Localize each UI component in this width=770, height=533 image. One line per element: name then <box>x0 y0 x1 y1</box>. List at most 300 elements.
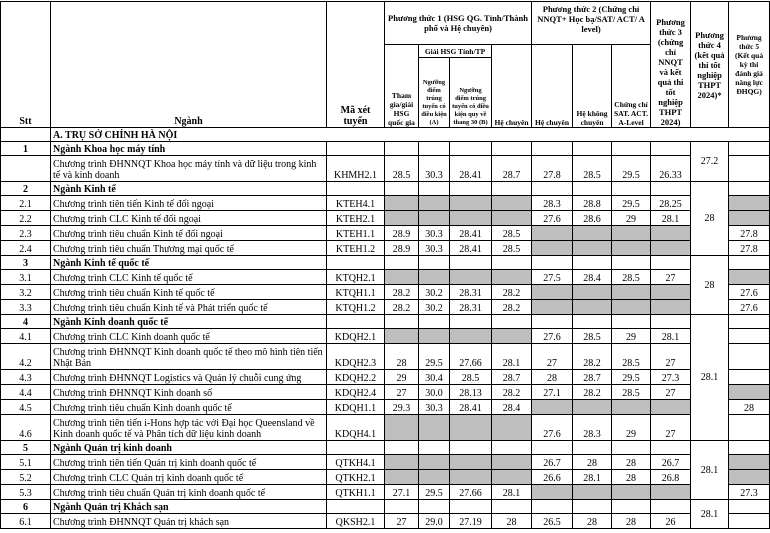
nganh-cell: Chương trình tiên tiến Quản trị kinh doanh quốc tế <box>51 455 327 470</box>
score-cell: 27.8 <box>532 156 573 182</box>
score-cell: 28.1 <box>651 329 691 344</box>
score-cell <box>492 470 532 485</box>
score-cell <box>419 315 450 329</box>
pt5-score-cell <box>729 470 770 485</box>
score-cell: 28 <box>532 370 573 385</box>
ma-xet-tuyen-cell: KDQH4.1 <box>327 415 385 441</box>
pt4-score-cell: 28.1 <box>691 315 729 441</box>
score-cell: 27 <box>385 514 419 529</box>
stt-cell: 4.3 <box>1 370 51 385</box>
score-cell <box>651 285 691 300</box>
header-pt2-he-chuyen: Hệ chuyên <box>532 45 573 128</box>
stt-cell: 2.4 <box>1 241 51 256</box>
score-cell: 28.5 <box>573 156 612 182</box>
header-pt1-hsg-quoc-gia: Tham gia/giải HSG quốc gia <box>385 45 419 128</box>
header-stt: Stt <box>1 2 51 128</box>
score-cell <box>612 226 651 241</box>
stt-cell: 2.3 <box>1 226 51 241</box>
score-cell <box>492 441 532 455</box>
group-row <box>1 142 770 156</box>
score-cell <box>651 182 691 196</box>
score-cell: 27.5 <box>532 270 573 285</box>
score-cell <box>532 400 573 415</box>
ma-xet-tuyen-cell <box>327 182 385 196</box>
score-cell <box>385 329 419 344</box>
score-cell <box>492 256 532 270</box>
score-cell <box>612 441 651 455</box>
score-cell: 27.66 <box>450 485 492 500</box>
score-cell <box>573 256 612 270</box>
table-row <box>1 385 770 400</box>
score-cell <box>573 285 612 300</box>
score-cell: 28.25 <box>651 196 691 211</box>
score-cell: 28 <box>612 514 651 529</box>
score-cell: 27.19 <box>450 514 492 529</box>
score-cell <box>612 142 651 156</box>
score-cell: 28.7 <box>573 370 612 385</box>
score-cell: 30.2 <box>419 300 450 315</box>
score-cell <box>492 455 532 470</box>
header-pt1-nguong-b: Ngưỡng điểm trúng tuyển có điều kiện quy về thang 30 (B) <box>450 58 492 128</box>
header-pt2-he-khong-chuyen: Hệ không chuyên <box>573 45 612 128</box>
score-cell <box>651 256 691 270</box>
score-cell: 27.6 <box>532 415 573 441</box>
score-cell <box>385 455 419 470</box>
score-cell <box>450 270 492 285</box>
score-cell <box>532 315 573 329</box>
stt-cell: 5.3 <box>1 485 51 500</box>
score-cell <box>450 315 492 329</box>
stt-cell: 5.2 <box>1 470 51 485</box>
pt5-score-cell <box>729 315 770 329</box>
ma-xet-tuyen-cell: QKSH2.1 <box>327 514 385 529</box>
nganh-cell: Chương trình tiêu chuẩn Thương mại quốc tế <box>51 241 327 256</box>
pt5-score-cell: 27.6 <box>729 285 770 300</box>
header-phuong-thuc-3: Phương thức 3 (chứng chỉ NNQT và kết quả thi tốt nghiệp THPT 2024) <box>651 2 691 128</box>
score-cell <box>612 485 651 500</box>
score-cell: 28.4 <box>492 400 532 415</box>
score-cell <box>385 142 419 156</box>
score-cell <box>450 256 492 270</box>
score-cell <box>419 329 450 344</box>
score-cell: 28.2 <box>385 285 419 300</box>
score-cell <box>385 182 419 196</box>
score-cell: 30.3 <box>419 226 450 241</box>
pt5-score-cell: 27.8 <box>729 241 770 256</box>
table-row <box>1 370 770 385</box>
score-cell: 29.5 <box>612 156 651 182</box>
section-stt <box>1 128 51 142</box>
stt-cell: 4.1 <box>1 329 51 344</box>
score-cell <box>532 285 573 300</box>
stt-cell: 4.2 <box>1 344 51 370</box>
score-cell <box>419 182 450 196</box>
stt-cell: 5 <box>1 441 51 455</box>
stt-cell: 3.1 <box>1 270 51 285</box>
score-cell <box>573 400 612 415</box>
score-cell <box>651 441 691 455</box>
score-cell: 28.2 <box>573 385 612 400</box>
score-cell: 29 <box>612 211 651 226</box>
nganh-cell: Ngành Kinh doanh quốc tế <box>51 315 327 329</box>
score-cell <box>532 182 573 196</box>
header-pt2-sat-act: Chứng chỉ SAT. ACT. A-Level <box>612 45 651 128</box>
ma-xet-tuyen-cell: KDQH2.3 <box>327 344 385 370</box>
pt5-score-cell <box>729 182 770 196</box>
score-cell <box>573 441 612 455</box>
score-cell: 28.13 <box>450 385 492 400</box>
score-cell: 30.3 <box>419 156 450 182</box>
pt5-score-cell: 27.3 <box>729 485 770 500</box>
score-cell <box>573 241 612 256</box>
score-cell <box>573 142 612 156</box>
score-cell: 28.41 <box>450 241 492 256</box>
stt-cell: 4.6 <box>1 415 51 441</box>
score-cell <box>450 182 492 196</box>
table-row <box>1 400 770 415</box>
table-row <box>1 226 770 241</box>
score-cell: 28.5 <box>492 226 532 241</box>
ma-xet-tuyen-cell <box>327 315 385 329</box>
nganh-cell: Chương trình tiên tiến Kinh tế đối ngoại <box>51 196 327 211</box>
score-cell <box>385 315 419 329</box>
score-cell <box>385 500 419 514</box>
score-cell: 28.9 <box>385 226 419 241</box>
nganh-cell: Chương trình CLC Kinh tế đối ngoại <box>51 211 327 226</box>
group-row <box>1 315 770 329</box>
score-cell: 27 <box>385 385 419 400</box>
score-cell: 28.5 <box>385 156 419 182</box>
score-cell: 26.5 <box>532 514 573 529</box>
table-row <box>1 300 770 315</box>
score-cell <box>651 400 691 415</box>
table-row <box>1 285 770 300</box>
score-cell <box>532 500 573 514</box>
score-cell <box>450 441 492 455</box>
score-cell: 27.3 <box>651 370 691 385</box>
score-cell: 28.2 <box>492 300 532 315</box>
table-row <box>1 514 770 529</box>
pt5-score-cell <box>729 455 770 470</box>
stt-cell: 2.2 <box>1 211 51 226</box>
score-cell: 26.7 <box>532 455 573 470</box>
score-cell <box>419 211 450 226</box>
score-cell: 28.31 <box>450 300 492 315</box>
nganh-cell: Chương trình CLC Quản trị kinh doanh quốc tế <box>51 470 327 485</box>
score-cell <box>492 500 532 514</box>
score-cell <box>612 256 651 270</box>
pt4-score-cell: 28 <box>691 182 729 256</box>
nganh-cell: Chương trình ĐHNNQT Kinh doanh quốc tế theo mô hình tiên tiến Nhật Bản <box>51 344 327 370</box>
score-cell <box>651 315 691 329</box>
pt5-score-cell <box>729 500 770 514</box>
score-cell: 28 <box>492 514 532 529</box>
score-cell <box>450 329 492 344</box>
score-cell <box>385 470 419 485</box>
score-cell <box>492 182 532 196</box>
score-cell <box>419 455 450 470</box>
score-cell <box>419 196 450 211</box>
score-cell <box>651 300 691 315</box>
score-cell <box>532 485 573 500</box>
table-row <box>1 156 770 182</box>
ma-xet-tuyen-cell: KTEH2.1 <box>327 211 385 226</box>
stt-cell: 4.5 <box>1 400 51 415</box>
score-cell <box>385 211 419 226</box>
score-cell: 29.5 <box>419 485 450 500</box>
score-cell: 28.5 <box>612 344 651 370</box>
score-cell: 27.1 <box>532 385 573 400</box>
pt5-score-cell <box>729 142 770 156</box>
score-cell: 28.2 <box>385 300 419 315</box>
stt-cell: 3.2 <box>1 285 51 300</box>
admission-score-table <box>0 1 770 529</box>
score-cell: 27 <box>651 415 691 441</box>
score-cell <box>612 300 651 315</box>
pt4-score-cell: 28 <box>691 256 729 315</box>
score-cell: 28.1 <box>492 485 532 500</box>
nganh-cell: Chương trình tiêu chuẩn Kinh tế quốc tế <box>51 285 327 300</box>
pt4-score-cell: 28.1 <box>691 441 729 500</box>
score-cell <box>612 400 651 415</box>
nganh-cell: Chương trình ĐHNNQT Logistics và Quản lý chuỗi cung ứng <box>51 370 327 385</box>
ma-xet-tuyen-cell <box>327 500 385 514</box>
score-cell: 28.1 <box>651 211 691 226</box>
table-row <box>1 485 770 500</box>
stt-cell: 5.1 <box>1 455 51 470</box>
group-row <box>1 441 770 455</box>
header-phuong-thuc-2: Phương thức 2 (Chứng chỉ NNQT+ Học bạ/SAT/ ACT/ A level) <box>532 2 651 45</box>
nganh-cell: Ngành Khoa học máy tính <box>51 142 327 156</box>
nganh-cell: Chương trình tiêu chuẩn Kinh tế đối ngoại <box>51 226 327 241</box>
pt4-score-cell: 27.2 <box>691 142 729 182</box>
header-nganh: Ngành <box>51 2 327 128</box>
pt5-score-cell <box>729 385 770 400</box>
score-cell: 30.2 <box>419 285 450 300</box>
score-cell <box>573 300 612 315</box>
score-cell: 29 <box>385 370 419 385</box>
nganh-cell: Chương trình tiêu chuẩn Kinh doanh quốc tế <box>51 400 327 415</box>
pt5-score-cell <box>729 196 770 211</box>
stt-cell: 2 <box>1 182 51 196</box>
stt-cell: 4.4 <box>1 385 51 400</box>
score-cell: 28.41 <box>450 400 492 415</box>
table-row <box>1 455 770 470</box>
ma-xet-tuyen-cell <box>327 256 385 270</box>
ma-xet-tuyen-cell: KTQH2.1 <box>327 270 385 285</box>
stt-cell: 1 <box>1 142 51 156</box>
score-cell <box>651 485 691 500</box>
table-row <box>1 241 770 256</box>
score-cell: 30.4 <box>419 370 450 385</box>
score-cell: 29.5 <box>612 196 651 211</box>
score-cell <box>419 500 450 514</box>
score-cell <box>612 500 651 514</box>
score-cell: 28.5 <box>612 270 651 285</box>
score-cell <box>450 455 492 470</box>
score-cell: 28.5 <box>492 241 532 256</box>
score-cell: 28.7 <box>492 370 532 385</box>
score-cell <box>532 256 573 270</box>
score-cell <box>492 196 532 211</box>
header-pt1-hsg-tinh-group: Giải HSG Tỉnh/TP <box>419 45 492 58</box>
score-cell: 28.5 <box>450 370 492 385</box>
score-cell: 26.6 <box>532 470 573 485</box>
score-cell: 29 <box>612 329 651 344</box>
score-cell <box>419 441 450 455</box>
score-cell: 28.41 <box>450 226 492 241</box>
score-cell <box>385 441 419 455</box>
score-cell <box>612 315 651 329</box>
group-row <box>1 182 770 196</box>
score-cell: 27.1 <box>385 485 419 500</box>
score-cell: 28.1 <box>573 470 612 485</box>
score-cell <box>532 441 573 455</box>
score-cell <box>450 470 492 485</box>
nganh-cell: Ngành Kinh tế quốc tế <box>51 256 327 270</box>
ma-xet-tuyen-cell: KDQH2.2 <box>327 370 385 385</box>
header-pt1-nguong-a: Ngưỡng điểm trúng tuyển có điều kiện (A) <box>419 58 450 128</box>
ma-xet-tuyen-cell: QTKH1.1 <box>327 485 385 500</box>
table-row <box>1 415 770 441</box>
nganh-cell: Chương trình CLC Kinh doanh quốc tế <box>51 329 327 344</box>
score-cell: 28 <box>385 344 419 370</box>
score-cell <box>450 196 492 211</box>
score-cell <box>573 500 612 514</box>
ma-xet-tuyen-cell <box>327 441 385 455</box>
score-cell: 28 <box>612 470 651 485</box>
score-cell: 28 <box>573 514 612 529</box>
score-cell <box>651 500 691 514</box>
score-cell: 26.33 <box>651 156 691 182</box>
pt5-score-cell: 27.8 <box>729 226 770 241</box>
score-cell: 29.3 <box>385 400 419 415</box>
pt4-score-cell: 28.1 <box>691 500 729 529</box>
stt-cell: 3.3 <box>1 300 51 315</box>
header-ma-xet-tuyen: Mã xét tuyển <box>327 2 385 128</box>
score-cell <box>419 270 450 285</box>
header-phuong-thuc-5: Phương thức 5 (Kết quả kỳ thi đánh giá năng lực ĐHQG) <box>729 2 770 128</box>
score-cell: 27.6 <box>532 329 573 344</box>
nganh-cell: Ngành Quản trị Khách sạn <box>51 500 327 514</box>
score-cell: 28.6 <box>573 211 612 226</box>
score-cell <box>385 415 419 441</box>
score-cell <box>450 142 492 156</box>
score-cell <box>612 241 651 256</box>
score-cell <box>450 415 492 441</box>
score-cell <box>419 415 450 441</box>
pt5-score-cell: 27.6 <box>729 300 770 315</box>
pt5-score-cell <box>729 329 770 344</box>
pt5-score-cell <box>729 441 770 455</box>
stt-cell: 4 <box>1 315 51 329</box>
score-cell <box>532 300 573 315</box>
header-pt1-he-chuyen: Hệ chuyên <box>492 45 532 128</box>
score-cell <box>651 142 691 156</box>
score-cell <box>612 285 651 300</box>
pt5-score-cell: 28 <box>729 400 770 415</box>
ma-xet-tuyen-cell: KTEH4.1 <box>327 196 385 211</box>
nganh-cell: Chương trình ĐHNNQT Khoa học máy tính và dữ liệu trong kinh tế và kinh doanh <box>51 156 327 182</box>
ma-xet-tuyen-cell: KTQH1.2 <box>327 300 385 315</box>
nganh-cell: Chương trình ĐHNNQT Quản trị khách sạn <box>51 514 327 529</box>
ma-xet-tuyen-cell: KTEH1.2 <box>327 241 385 256</box>
group-row <box>1 500 770 514</box>
ma-xet-tuyen-cell: KDQH1.1 <box>327 400 385 415</box>
stt-cell: 6.1 <box>1 514 51 529</box>
score-cell: 26.7 <box>651 455 691 470</box>
score-cell: 28.8 <box>573 196 612 211</box>
group-row <box>1 256 770 270</box>
score-cell <box>385 196 419 211</box>
score-cell: 27 <box>532 344 573 370</box>
stt-cell: 2.1 <box>1 196 51 211</box>
score-cell: 28 <box>573 455 612 470</box>
pt5-score-cell <box>729 344 770 370</box>
score-cell <box>573 485 612 500</box>
score-cell <box>492 211 532 226</box>
score-cell: 28.31 <box>450 285 492 300</box>
table-row <box>1 270 770 285</box>
score-cell <box>492 142 532 156</box>
table-row <box>1 211 770 226</box>
score-cell <box>419 470 450 485</box>
score-cell: 27 <box>651 270 691 285</box>
table-row <box>1 470 770 485</box>
ma-xet-tuyen-cell: QTKH2.1 <box>327 470 385 485</box>
score-cell <box>492 329 532 344</box>
section-title: A. TRỤ SỞ CHÍNH HÀ NỘI <box>51 128 770 142</box>
stt-cell: 6 <box>1 500 51 514</box>
score-cell: 29 <box>612 415 651 441</box>
score-cell: 28.3 <box>573 415 612 441</box>
table-row <box>1 196 770 211</box>
score-cell <box>419 142 450 156</box>
score-cell: 29.0 <box>419 514 450 529</box>
pt5-score-cell <box>729 211 770 226</box>
score-cell <box>532 226 573 241</box>
score-cell: 27.6 <box>532 211 573 226</box>
score-cell <box>651 241 691 256</box>
score-cell <box>385 270 419 285</box>
pt5-score-cell <box>729 256 770 270</box>
score-cell: 28.2 <box>492 385 532 400</box>
stt-cell <box>1 156 51 182</box>
header-phuong-thuc-1: Phương thức 1 (HSG QG. Tỉnh/Thành phố và Hệ chuyên) <box>385 2 532 45</box>
table-row <box>1 329 770 344</box>
nganh-cell: Ngành Quản trị kinh doanh <box>51 441 327 455</box>
stt-cell: 3 <box>1 256 51 270</box>
ma-xet-tuyen-cell <box>327 142 385 156</box>
score-cell: 27 <box>651 385 691 400</box>
score-cell <box>450 211 492 226</box>
score-cell <box>492 270 532 285</box>
nganh-cell: Chương trình tiên tiến i-Hons hợp tác với Đại học Queensland về Kinh doanh quốc tế và Phân tích dữ liệu kinh doanh <box>51 415 327 441</box>
pt5-score-cell <box>729 270 770 285</box>
score-cell <box>612 182 651 196</box>
score-cell: 28.9 <box>385 241 419 256</box>
nganh-cell: Chương trình CLC Kinh tế quốc tế <box>51 270 327 285</box>
score-cell: 28 <box>612 455 651 470</box>
score-cell: 28.3 <box>532 196 573 211</box>
score-cell: 27.66 <box>450 344 492 370</box>
score-cell <box>450 500 492 514</box>
score-cell: 28.7 <box>492 156 532 182</box>
pt5-score-cell <box>729 370 770 385</box>
score-cell <box>532 142 573 156</box>
pt5-score-cell <box>729 156 770 182</box>
score-cell: 29.5 <box>419 344 450 370</box>
